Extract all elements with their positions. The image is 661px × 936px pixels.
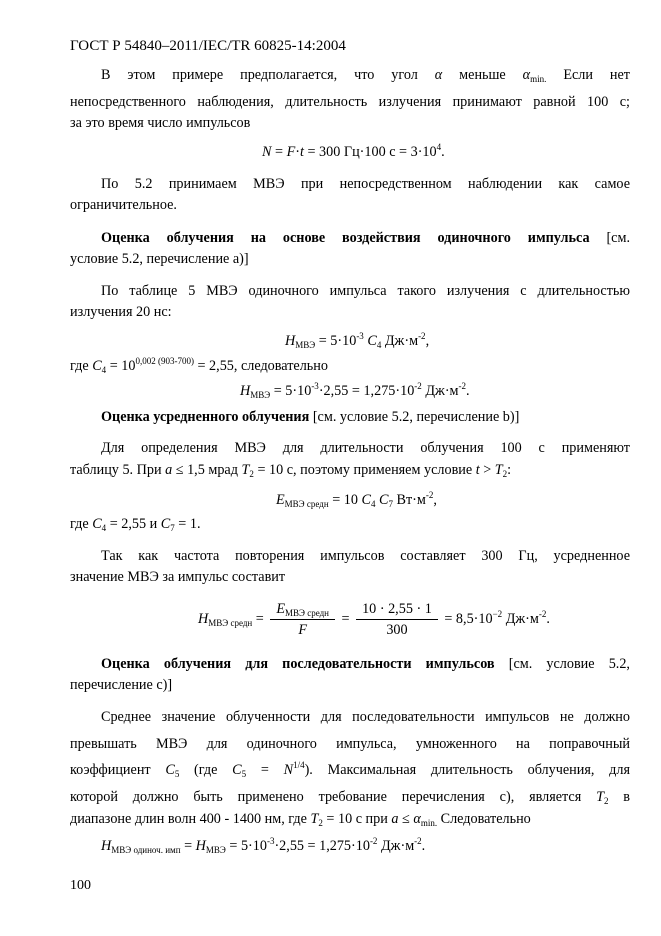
formula-mpe-per-pulse: $H_{МВЭ средн}$ = $\frac{E_{МВЭ средн}}{F}$ = $\frac{10 \cdot 2,55 \cdot 1}{300}$ = $8,5\cdot 10^{-2}$ $Дж\cdot м^{-2}$. <box>198 601 550 638</box>
document-header <box>70 38 346 55</box>
section-heading-averaged: Оценка усредненного облучения [см. условие 5.2, перечисление b)] <box>101 409 520 425</box>
formula-mpe-result: $H_{МВЭ} = 5\cdot 10^{-3}\cdot 2,55 = 1,275\cdot 10^{-2}$ $Дж\cdot м^{-2}$. <box>240 381 470 400</box>
paragraph-2-line-2: ограничительное. <box>70 197 177 213</box>
formula-mpe-averaged: $E_{МВЭ средн} = 10$ $C_4$ $C_7$ $Вт\cdot м^{-2}$, <box>276 490 437 509</box>
fraction-numeric: $\frac{10 \cdot 2,55 \cdot 1}{300}$ <box>356 600 438 639</box>
section-heading-pulse-train: Оценка облучения для последовательности импульсов [см. условие 5.2, <box>101 656 630 672</box>
paragraph-1-line-3: за это время число импульсов <box>70 115 251 131</box>
paragraph-7-line-1: Так как частота повторения импульсов составляет 300 Гц, усредненное <box>101 548 630 564</box>
formula-mpe-single-pulse-final: $H_{МВЭ одиноч. имп} = H_{МВЭ} = 5\cdot 10^{-3}\cdot 2,55 = 1,275\cdot 10^{-2}$ $Дж\cdot м^{-2}$. <box>101 836 426 855</box>
section-heading-pulse-train-line-2: перечисление с)] <box>70 677 173 693</box>
paragraph-6-line-2: таблицу 5. При a ≤ 1,5 мрад $T_2 = 10$ с, поэтому применяем условие $t > T_2$: <box>70 462 512 479</box>
paragraph-1-line-1: В этом примере предполагается, что угол α меньше $\alpha_{min.}$ Если нет <box>101 67 630 84</box>
paragraph-9-line-3: коэффициент $C_5$ (где $C_5 = N^{1/4}$). Максимальная длительность облучения, для <box>70 760 630 779</box>
paragraph-7-line-2: значение МВЭ за импульс составит <box>70 569 286 585</box>
fraction-e-over-f: $\frac{E_{МВЭ средн}}{F}$ <box>270 600 335 639</box>
formula-pulse-count: N = F·t = 300 Гц·100 $с = 3\cdot 10^4$. <box>262 142 445 160</box>
page-number: 100 <box>70 878 91 893</box>
paragraph-9-line-4: которой должно быть применено требование перечисления с), является $T_2$ в <box>70 789 630 806</box>
paragraph-4-line-1: По таблице 5 МВЭ одиночного импульса такого излучения с длительностью <box>101 283 630 299</box>
standard-designation: ГОСТ Р 54840–2011/IEC/TR 60825-14:2004 <box>70 38 346 54</box>
section-heading-single-pulse: Оценка облучения на основе воздействия одиночного импульса [см. <box>101 230 630 246</box>
paragraph-1-line-2: непосредственного наблюдения, длительность излучения принимают равной 100 с; <box>70 94 630 110</box>
formula-mpe-single-pulse: $H_{МВЭ} = 5\cdot 10^{-3}$ $C_4$ $Дж\cdot м^{-2}$, <box>285 331 430 350</box>
paragraph-2-line-1: По 5.2 принимаем МВЭ при непосредственном наблюдении как самое <box>101 176 630 192</box>
where-c4-c7-line: где $C_4 = 2,55$ и $C_7 = 1$. <box>70 516 201 533</box>
paragraph-9-line-1: Среднее значение облученности для последовательности импульсов не должно <box>101 709 630 725</box>
paragraph-6-line-1: Для определения МВЭ для длительности облучения 100 с применяют <box>101 440 630 456</box>
paragraph-9-line-2: превышать МВЭ для одиночного импульса, умноженного на поправочный <box>70 736 630 752</box>
where-c4-line: где $C_4 = 10^{0,002 (903-700)} = 2,55$, следовательно <box>70 356 328 375</box>
paragraph-9-line-5: диапазоне длин волн 400 - 1400 нм, где $T_2 = 10$ с при $a \le \alpha_{min.}$ Следовательно <box>70 811 531 828</box>
section-heading-single-pulse-line-2: условие 5.2, перечисление а)] <box>70 251 249 267</box>
paragraph-4-line-2: излучения 20 нс: <box>70 304 172 320</box>
